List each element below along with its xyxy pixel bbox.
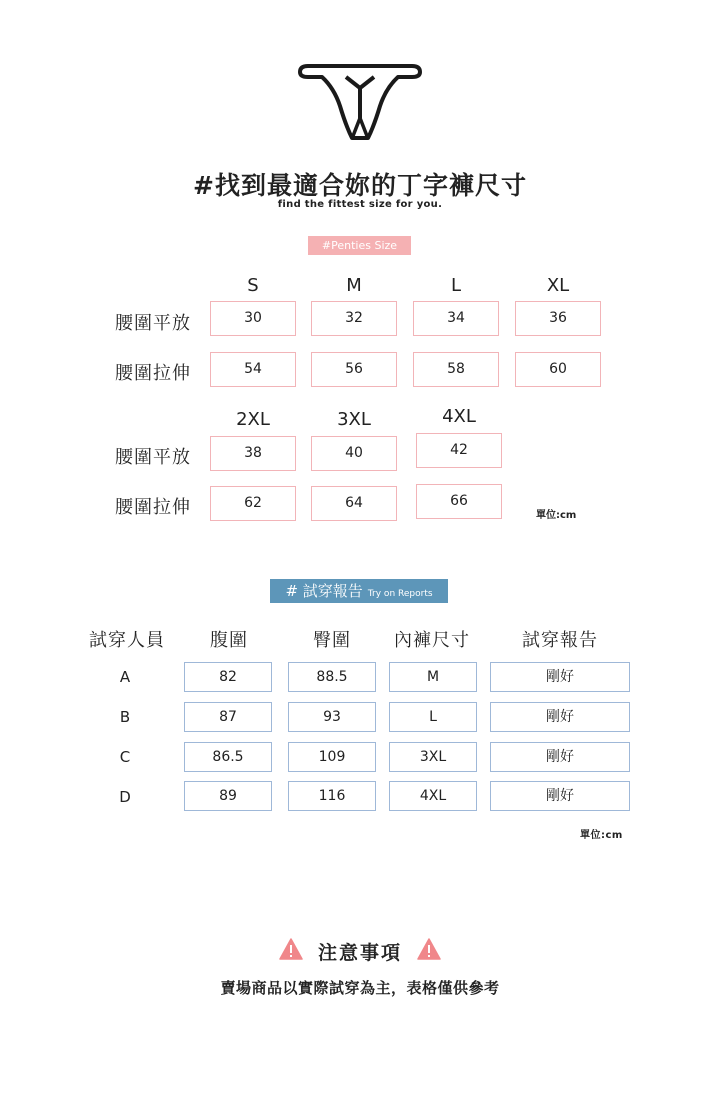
report-cell-hip: 93: [288, 702, 376, 732]
size-cell: 62: [210, 486, 296, 521]
size-cell: 34: [413, 301, 499, 336]
warning-icon: [279, 938, 303, 965]
report-cell-result: 剛好: [490, 742, 630, 772]
size-header-4xl: 4XL: [442, 406, 476, 427]
page-subtitle: find the fittest size for you.: [277, 199, 443, 210]
report-unit-label: 單位:cm: [580, 830, 623, 841]
col-header-underwear-size: 內褲尺寸: [394, 630, 470, 651]
report-tag-subtitle: Try on Reports: [367, 589, 433, 599]
row-label-waist-flat: 腰圍平放: [115, 447, 191, 468]
report-cell-result: 剛好: [490, 781, 630, 811]
size-section-tag: #Penties Size: [308, 236, 411, 255]
size-cell: 40: [311, 436, 397, 471]
page-title: #找到最適合妳的丁字褲尺寸: [193, 171, 527, 200]
report-cell-result: 剛好: [490, 702, 630, 732]
size-cell: 42: [416, 433, 502, 468]
notice-heading: [0, 938, 720, 965]
size-cell: 58: [413, 352, 499, 387]
size-cell: 32: [311, 301, 397, 336]
report-tag-title: # 試穿報告: [285, 582, 363, 600]
report-cell-hip: 116: [288, 781, 376, 811]
tester-id: C: [119, 748, 131, 766]
notice-text: 賣場商品以實際試穿為主，表格僅供參考: [220, 979, 500, 997]
warning-icon: [417, 938, 441, 965]
tester-id: B: [119, 708, 131, 726]
col-header-report: 試穿報告: [522, 630, 598, 651]
size-cell: 60: [515, 352, 601, 387]
size-header-l: L: [450, 275, 462, 296]
notice-title: 注意事項: [317, 942, 402, 964]
col-header-tester: 試穿人員: [89, 630, 165, 651]
report-cell-result: 剛好: [490, 662, 630, 692]
size-cell: 30: [210, 301, 296, 336]
size-header-3xl: 3XL: [337, 409, 371, 430]
report-cell-waist: 89: [184, 781, 272, 811]
row-label-waist-stretch: 腰圍拉伸: [115, 497, 191, 518]
size-cell: 38: [210, 436, 296, 471]
size-cell: 56: [311, 352, 397, 387]
report-cell-hip: 109: [288, 742, 376, 772]
tester-id: A: [119, 668, 131, 686]
size-header-s: S: [247, 275, 259, 296]
size-header-m: M: [346, 275, 362, 296]
size-unit-label: 單位:cm: [536, 510, 577, 521]
size-cell: 64: [311, 486, 397, 521]
thong-underwear-icon: [298, 56, 422, 144]
row-label-waist-stretch: 腰圍拉伸: [115, 363, 191, 384]
report-cell-waist: 87: [184, 702, 272, 732]
col-header-hip: 臀圍: [313, 630, 351, 651]
report-cell-waist: 86.5: [184, 742, 272, 772]
report-cell-size: 4XL: [389, 781, 477, 811]
row-label-waist-flat: 腰圍平放: [115, 313, 191, 334]
tester-id: D: [119, 788, 131, 806]
report-cell-size: M: [389, 662, 477, 692]
report-cell-hip: 88.5: [288, 662, 376, 692]
size-cell: 36: [515, 301, 601, 336]
report-cell-size: 3XL: [389, 742, 477, 772]
report-cell-waist: 82: [184, 662, 272, 692]
report-cell-size: L: [389, 702, 477, 732]
report-section-tag: [270, 579, 448, 603]
size-header-2xl: 2XL: [236, 409, 270, 430]
col-header-waist: 腹圍: [210, 630, 248, 651]
size-cell: 54: [210, 352, 296, 387]
size-cell: 66: [416, 484, 502, 519]
size-header-xl: XL: [546, 275, 570, 296]
